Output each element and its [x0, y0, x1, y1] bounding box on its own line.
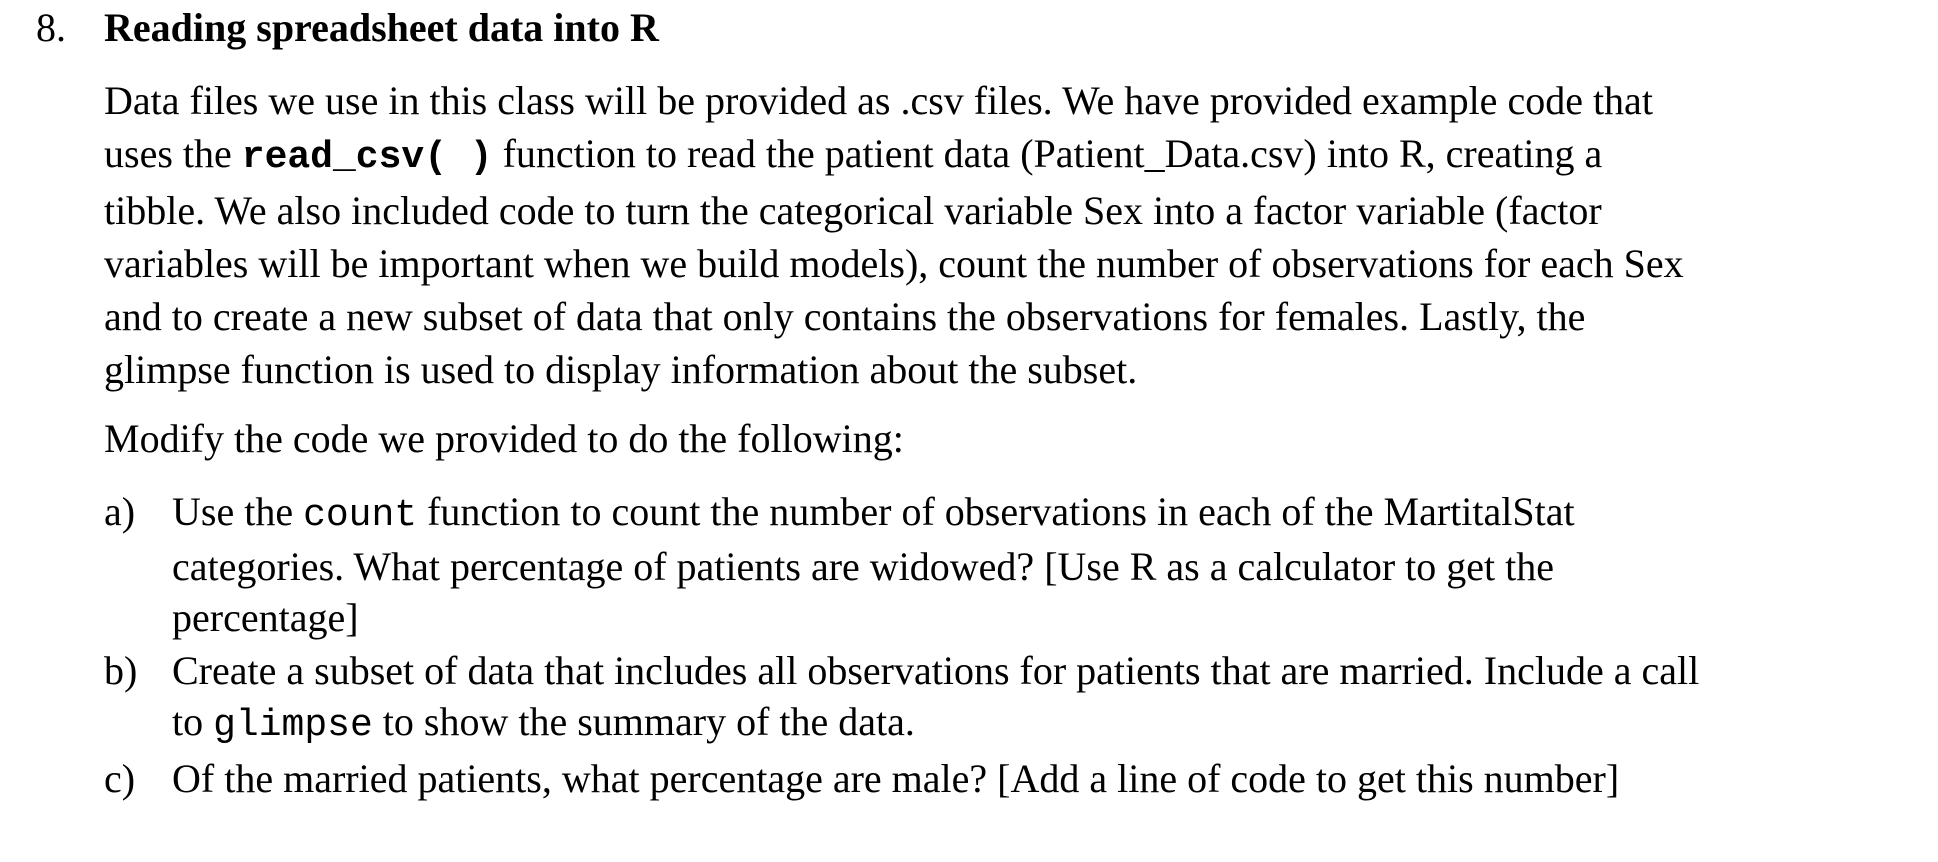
list-item-b-text	[172, 645, 1924, 751]
intro-line-4: variables will be important when we build models), count the number of observations for each Sex	[104, 241, 1684, 286]
item-a-line-1	[172, 486, 1924, 541]
intro-line-2-text-end: function to read the patient data (Patient_Data.csv) into R, creating a	[492, 131, 1603, 176]
list-item-b	[104, 645, 1924, 751]
item-b-line-2-start: to	[172, 699, 214, 744]
list-marker-a: a)	[104, 489, 136, 534]
item-c-line-1: Of the married patients, what percentage are male? [Add a line of code to get this number]	[172, 756, 1620, 801]
item-a-line-1-start: Use the	[172, 489, 304, 534]
list-item-a-text	[172, 486, 1924, 643]
list-item-c	[104, 753, 1924, 804]
intro-line-6: glimpse function is used to display information about the subset.	[104, 347, 1138, 392]
list-item-c-text	[172, 753, 1924, 804]
read-csv-code: read_csv( )	[241, 136, 493, 179]
section-number: 8.	[36, 5, 66, 50]
item-b-line-2-end: to show the summary of the data.	[372, 699, 915, 744]
task-list	[104, 486, 1924, 804]
intro-line-5: and to create a new subset of data that only contains the observations for females. Lastly, the	[104, 294, 1586, 339]
glimpse-code: glimpse	[213, 704, 373, 747]
modify-instruction: Modify the code we provided to do the following:	[104, 416, 904, 461]
section-title: Reading spreadsheet data into R	[104, 5, 659, 50]
intro-line-2-text-start: uses the	[104, 131, 242, 176]
item-b-line-2	[172, 696, 1924, 751]
intro-line-1: Data files we use in this class will be provided as .csv files. We have provided example code that	[104, 78, 1653, 123]
list-marker-b: b)	[104, 648, 138, 693]
item-a-line-3: percentage]	[172, 595, 359, 640]
intro-paragraph	[104, 74, 1924, 396]
intro-line-3: tibble. We also included code to turn the categorical variable Sex into a factor variable (factor	[104, 188, 1602, 233]
item-b-line-1: Create a subset of data that includes all observations for patients that are married. Include a call	[172, 648, 1700, 693]
intro-line-2	[104, 127, 1924, 184]
item-a-line-1-end: function to count the number of observations in each of the MartitalStat	[417, 489, 1575, 534]
list-item-a	[104, 486, 1924, 643]
item-a-line-2: categories. What percentage of patients are widowed? [Use R as a calculator to get the	[172, 544, 1554, 589]
count-code: count	[303, 494, 418, 537]
list-marker-c: c)	[104, 756, 136, 801]
